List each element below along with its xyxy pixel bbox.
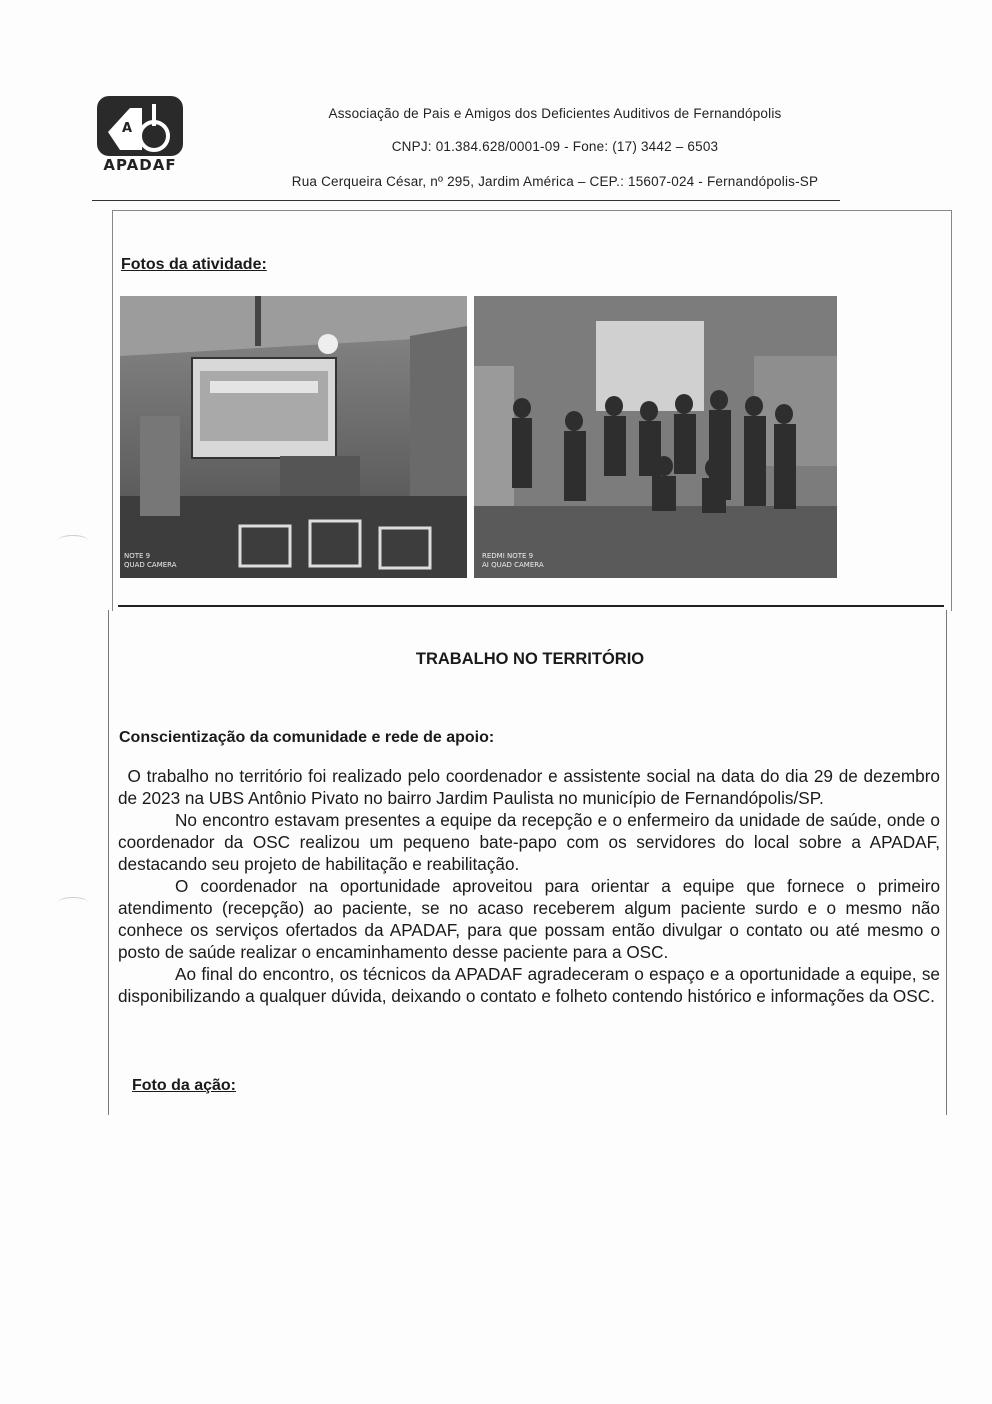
scan-margin-mark (58, 897, 88, 908)
logo-text: APADAF (103, 156, 177, 174)
section-divider (118, 605, 944, 607)
photo2-watermark-line2: AI QUAD CAMERA (482, 561, 544, 569)
photo1-watermark-line1: NOTE 9 (124, 552, 151, 560)
activity-photo-group (474, 296, 837, 578)
frame-left-border (108, 610, 109, 1115)
photo1-watermark-line2: QUAD CAMERA (124, 561, 177, 569)
address: Rua Cerqueira César, nº 295, Jardim América – CEP.: 15607-024 - Fernandópolis-SP (291, 174, 819, 189)
paragraph-4: Ao final do encontro, os técnicos da APADAF agradeceram o espaço e a oportunidade a equipe, se disponibilizando a qualquer dúvida, deixando o contato e folheto contendo histórico e informações da OSC. (118, 964, 940, 1006)
header-divider (92, 200, 840, 201)
cnpj-phone: CNPJ: 01.384.628/0001-09 - Fone: (17) 3442 – 6503 (391, 139, 719, 154)
section-title: TRABALHO NO TERRITÓRIO (415, 650, 645, 668)
section-subtitle: Conscientização da comunidade e rede de apoio: (119, 729, 495, 746)
paragraph-2: No encontro estavam presentes a equipe da recepção e o enfermeiro da unidade de saúde, onde o coordenador da OSC realizou um pequeno bate-papo com os servidores do local sobre a APADAF, destacando seu projeto de habilitação e reabilitação. (118, 810, 940, 874)
paragraph-1: O trabalho no território foi realizado pelo coordenador e assistente social na data do dia 29 de dezembro de 2023 na UBS Antônio Pivato no bairro Jardim Paulista no município de Fernandópolis/SP. (118, 766, 940, 808)
section-body (118, 765, 940, 1007)
apadaf-logo (94, 94, 186, 174)
action-photo-label: Foto da ação: (132, 1077, 237, 1094)
org-name: Associação de Pais e Amigos dos Deficientes Auditivos de Fernandópolis (328, 106, 782, 121)
svg-text:A: A (122, 121, 133, 136)
frame-right-border (946, 610, 947, 1115)
activity-photos-label: Fotos da atividade: (121, 256, 267, 273)
paragraph-3: O coordenador na oportunidade aproveitou para orientar a equipe que fornece o primeiro atendimento (recepção) ao paciente, se no acaso receberem algum paciente surdo e o mesmo não conhece os serviços ofertados da APADAF, para que possam então divulgar o contato ou até mesmo o posto de saúde realizar o encaminhamento desse paciente para a OSC. (118, 876, 940, 962)
photo2-watermark-line1: REDMI NOTE 9 (482, 552, 534, 560)
logo-mark-icon (94, 94, 186, 158)
activity-photo-classroom (120, 296, 467, 578)
scan-margin-mark (58, 535, 88, 546)
